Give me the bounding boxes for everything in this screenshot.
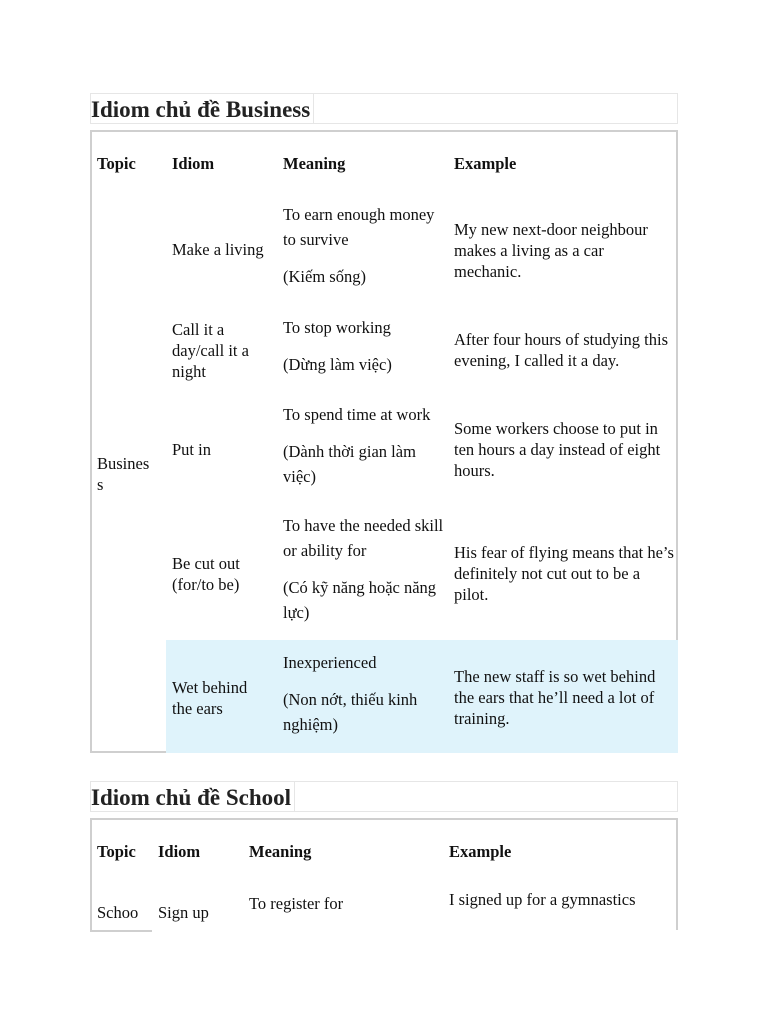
idiom-cell: Put in xyxy=(172,440,211,459)
example-cell: I signed up for a gymnastics xyxy=(449,890,636,909)
topic-cell xyxy=(97,453,159,495)
header-topic: Topic xyxy=(97,842,136,861)
header-idiom: Idiom xyxy=(158,842,201,861)
meaning-en: To stop working xyxy=(283,318,391,337)
meaning-vi: (Non nớt, thiếu kinh nghiệm) xyxy=(283,690,418,734)
meaning-en: Inexperienced xyxy=(283,653,377,672)
school-table xyxy=(90,818,678,930)
meaning-vi: (Kiếm sống) xyxy=(283,267,366,286)
header-example: Example xyxy=(454,154,517,173)
idiom-cell: Call it a day/call it a night xyxy=(172,320,249,381)
business-heading: Idiom chủ đề Business xyxy=(91,94,314,123)
topic-cell: Schoo xyxy=(97,903,139,922)
meaning-vi: (Dành thời gian làm việc) xyxy=(283,442,416,486)
topic-line-2: s xyxy=(97,475,104,494)
header-idiom: Idiom xyxy=(172,154,215,173)
idiom-cell: Sign up xyxy=(158,903,209,922)
idiom-cell: Be cut out (for/to be) xyxy=(172,554,240,594)
example-cell: After four hours of studying this evening, I called it a day. xyxy=(454,330,669,370)
school-heading: Idiom chủ đề School xyxy=(91,782,295,811)
example-cell: The new staff is so wet behind the ears that he’ll need a lot of training. xyxy=(454,667,656,728)
idiom-cell: Make a living xyxy=(172,240,264,259)
header-meaning: Meaning xyxy=(249,842,312,861)
meaning-cell xyxy=(283,315,445,377)
meaning-cell xyxy=(283,202,445,289)
meaning-cell xyxy=(283,402,445,489)
header-topic: Topic xyxy=(97,154,136,173)
example-cell: His fear of flying means that he’s definitely not cut out to be a pilot. xyxy=(454,543,674,604)
idiom-cell: Wet behind the ears xyxy=(172,678,248,718)
meaning-vi: (Dừng làm việc) xyxy=(283,355,392,374)
meaning-cell: To register for xyxy=(249,894,344,913)
header-example: Example xyxy=(449,842,512,861)
topic-line-1: Busines xyxy=(97,454,150,473)
example-cell: My new next-door neighbour makes a living as a car mechanic. xyxy=(454,220,648,281)
meaning-en: To have the needed skill or ability for xyxy=(283,516,444,560)
cropped-border xyxy=(90,930,152,932)
business-table xyxy=(90,130,678,753)
meaning-en: To earn enough money to survive xyxy=(283,205,435,249)
business-heading-box xyxy=(90,93,678,124)
meaning-en: To spend time at work xyxy=(283,405,431,424)
meaning-cell xyxy=(283,650,445,737)
header-meaning: Meaning xyxy=(283,154,346,173)
meaning-cell xyxy=(283,513,445,625)
meaning-vi: (Có kỹ năng hoặc năng lực) xyxy=(283,578,437,622)
example-cell: Some workers choose to put in ten hours a day instead of eight hours. xyxy=(454,419,661,480)
school-heading-box xyxy=(90,781,678,812)
